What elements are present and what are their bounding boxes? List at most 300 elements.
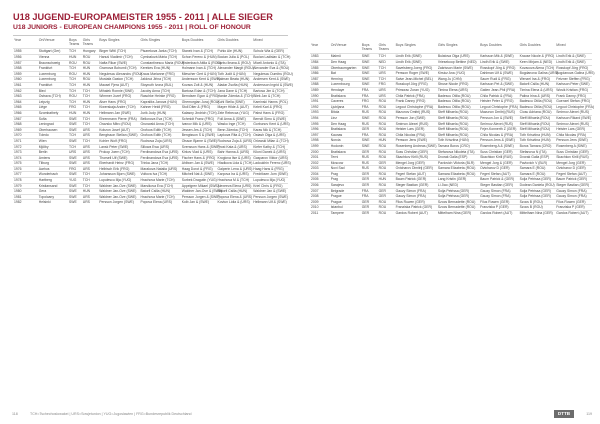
table-cell: 1986 (311, 71, 319, 76)
table-cell: TCH (69, 66, 76, 71)
table-cell: Ovtcharov Dimitrij (GER) (395, 166, 433, 171)
table-cell: TCH (82, 183, 90, 188)
table-cell: 1957 (14, 60, 22, 65)
table-cell: Kerekes Eva (HUN) (140, 66, 171, 71)
table-cell: Linz (330, 115, 337, 120)
table-cell: Lindh Erik & (SWE) (556, 60, 586, 64)
page-subtitle: U18 JUNIORS - EUROPEAN CHAMPIONS 1955 - 2011 | ROLL OF HONOUR (13, 24, 251, 31)
table-cell: Negulescu Dumitru (ROU) (253, 71, 293, 76)
table-cell: Smirnov Alexei (RUS) (395, 121, 429, 126)
table-cell: Nafta Rikar (SWE) (99, 60, 128, 65)
table-cell: Bahr Hanna & (URS) (217, 150, 250, 155)
table-cell: SWE (69, 172, 77, 177)
table-cell: Grofova Edith (TCH) (140, 127, 172, 132)
table-cell: Gauzy Simon (FRA) (480, 188, 511, 193)
table-cell: Johansson Bjorn (SWE) (99, 172, 136, 177)
table-cell: SWE (361, 60, 370, 64)
table-cell: Lupulescu Ilija (YUG) (99, 178, 132, 183)
table-cell: 1981 (14, 194, 22, 199)
table-row (13, 110, 288, 116)
table-cell: ROU (378, 155, 387, 160)
table-cell: Miescher Gert & (HUN) (181, 71, 217, 76)
table-cell: Marakova Natalia (URS) (140, 166, 178, 171)
table-cell: Jacoby Anna (TCH) (140, 88, 171, 93)
table-cell: ROU (378, 110, 387, 115)
logo: DTTB (554, 410, 574, 418)
results-table-right (310, 41, 595, 216)
table-cell: Mittelham Nina (GER) (519, 211, 553, 216)
table-cell: Ivanov Mik & (URS) (181, 122, 212, 127)
table-cell: 1973 (14, 150, 22, 155)
table-cell: Zakrisson Marie (SWE) (437, 65, 473, 70)
table-cell: Bocian Julia & (POL) (217, 55, 249, 59)
table-cell: Cymbalová Mária (TCH) (140, 55, 178, 59)
table-cell: ROU (378, 205, 387, 210)
table-cell: Karlsson Rikard (SWE) (556, 115, 592, 120)
table-cell: GER (361, 183, 370, 188)
table-cell: Lindh Erik (SWE) (395, 54, 422, 59)
table-cell: SWE (69, 138, 77, 143)
table-cell: Gorbunov Kent & (URS) (253, 122, 290, 127)
table-cell: 1976 (14, 166, 22, 171)
table-cell: Tamara Boros (CRO) (437, 143, 470, 148)
table-cell: SWE (69, 194, 77, 199)
table-cell: Frankfurt (38, 82, 53, 87)
table-cell: Alexeeva Elena (URS) (217, 183, 252, 188)
table-cell: Steff Mihaela (ROU) (437, 127, 469, 132)
table-cell: Heister Lars (GER) (556, 127, 586, 132)
table-row (310, 65, 592, 71)
table-cell: ROU (82, 60, 91, 65)
table-cell: Legout Christophe (FRA) (556, 104, 594, 109)
table-cell: FRG (69, 166, 77, 171)
table-cell: URS (82, 150, 90, 155)
table-cell: Stoll Diter & (FRG) (181, 105, 211, 110)
table-cell: HUN (82, 189, 91, 194)
table-cell: Steff Mihaela (ROU) (437, 121, 469, 126)
table-cell: Sauer Rudi & (FRG) (480, 76, 511, 81)
table-cell: Luxembourg (330, 82, 350, 87)
table-cell: Krause Nicole & (FRG) (519, 54, 555, 59)
table-cell: Rosskopf Jörg & (FRG) (480, 65, 516, 70)
table-cell: Frank Danny (FRG) (395, 99, 426, 104)
table-cell: Mausel Fjera (AUT) (99, 82, 129, 87)
table-cell: TCH (378, 76, 386, 81)
table-cell: TCH (82, 88, 90, 93)
table-cell: Helsinki (38, 200, 51, 205)
table-cell: Guenzel Stefan (FRG) (556, 99, 591, 104)
table-cell: Lindh Erik & (SWE) (480, 60, 510, 64)
table-cell: Luxemburg (38, 71, 56, 76)
table-cell: Savelsberg Joerg (FRG) (395, 65, 433, 70)
table-cell: Skachkov Kirill (RUS) (556, 155, 589, 160)
table-cell: YUG (69, 178, 77, 183)
table-row (310, 211, 592, 216)
column-header: Boys Doubles (480, 43, 502, 47)
table-cell: Marsikova Eva (TCH) (140, 183, 173, 188)
table-cell: Gardos Robert (AUT) (395, 211, 428, 216)
table-cell: Orlowski Milan & (TCH) (253, 138, 289, 143)
table-cell: Lang Kristin (GER) (437, 177, 467, 182)
table-cell: Bellonova Eva (TCH) (140, 116, 173, 121)
table-cell: Franziska P (GER) (480, 205, 509, 210)
table-cell: Szombathely (38, 110, 59, 115)
column-header: Year (311, 43, 319, 47)
column-header: Boys Teams (69, 38, 80, 47)
table-cell: Fegerl Stefan (AUT) (395, 171, 426, 176)
table-cell: Steger Bastian (GER) (395, 183, 429, 188)
table-cell: Bocian Ladislav & (TCH) (253, 55, 291, 59)
table-cell: Rosenberg A (SWE) (556, 143, 587, 148)
table-cell: URS (378, 87, 386, 92)
table-cell: ROU (69, 94, 77, 99)
table-cell: Batorfi Csilla (HUN) (140, 189, 171, 194)
table-cell: HUN (69, 55, 77, 59)
table-cell: Fredriksen Jorn (SWE) (253, 172, 288, 177)
table-cell: Prag (330, 177, 338, 182)
table-cell: 1996 (311, 127, 319, 132)
table-cell: Dahlman Ulf & (SWE) (480, 71, 513, 76)
table-cell: TCH (82, 178, 90, 183)
table-cell: URS (82, 144, 90, 149)
table-cell: Malmö (330, 54, 341, 59)
table-cell: Hladkova Lida & (TCH) (217, 161, 253, 166)
table-cell: 1960 (14, 77, 22, 82)
table-cell: Mittelham Nina (GER) (437, 211, 472, 216)
table-cell: Toth Krisztina (HUN) (519, 132, 551, 137)
table-cell: Bulatova Olga (URS) (437, 54, 470, 59)
table-cell: TCH (69, 82, 76, 87)
table-cell: GER (378, 194, 387, 199)
table-cell: ROU (378, 171, 387, 176)
table-cell: SWE (69, 189, 77, 194)
table-cell: Karlsson Pet & (SWE) (480, 82, 514, 87)
table-cell: HUN (82, 99, 91, 104)
table-cell: Terni (330, 155, 339, 160)
table-cell: Badescu Otilia (ROU) (437, 93, 471, 98)
table-cell: Steff Mihaela (ROU) (437, 110, 469, 115)
table-row (13, 172, 288, 178)
table-cell: Popova Elena (URS) (140, 200, 172, 205)
column-header: Girls Teams (378, 43, 389, 52)
table-cell: Sofia (38, 116, 47, 121)
table-cell: Jaklová Jirina (TCH) (140, 77, 172, 82)
table-cell: Alser Hans (FRG) (99, 99, 127, 104)
table-cell: Solja Petrissa (GER) (519, 194, 551, 199)
table-cell: ROU (378, 99, 387, 104)
table-cell: Fetzner Steffen (FRG) (556, 76, 590, 81)
table-cell: TCH (82, 94, 90, 99)
table-cell: SWE (361, 115, 370, 120)
table-cell: URS (82, 155, 90, 160)
table-cell: TCH (378, 54, 386, 59)
table-cell: 2007 (311, 188, 319, 193)
table-cell: Ostash Olga & (URS) (253, 133, 286, 138)
table-cell: Norcia (330, 138, 341, 143)
table-header (310, 41, 592, 54)
table-cell: Smirnov Alexei (RUS) (556, 110, 590, 115)
table-cell: FRA (361, 132, 369, 137)
table-cell: Hendaye (330, 87, 345, 92)
table-cell: Braunschweig (38, 60, 61, 65)
table-cell: 1958 (14, 66, 22, 71)
table-cell: Gera (38, 189, 47, 194)
table-cell: ROU (378, 166, 387, 171)
table-cell: RUS (361, 121, 369, 126)
table-cell: Kahner Heidi (FRG) (140, 105, 171, 110)
table-cell: Toledo (38, 133, 49, 138)
table-cell: Kohler Wolf (FRG) (99, 138, 128, 143)
table-cell: SWE (361, 82, 370, 87)
right-page (300, 0, 600, 424)
table-cell: Gauzy Simon (FRA) (556, 194, 587, 199)
table-cell: 1989 (311, 87, 319, 92)
table-cell: SWE (69, 183, 77, 188)
table-cell: Jessen Jes & (TCH) (181, 127, 213, 132)
table-cell: SWE (69, 155, 77, 160)
table-cell: Appelgren Mikael (SWE) (181, 183, 219, 188)
column-header: Boys Singles (99, 38, 120, 42)
table-cell: Foll Anna & (SWE) (217, 116, 246, 121)
table-cell: NED (378, 60, 386, 64)
table-cell: Steff Mihaela (ROU) (437, 132, 469, 137)
table-cell: Persson Jon & (SWE) (480, 115, 514, 120)
table-cell: Ferdinandova Eva (URS) (140, 155, 179, 160)
table-cell: Rosenberg Andreas (SWE) (395, 143, 437, 148)
table-cell: Hellmann Jan (SWE) (99, 110, 131, 115)
table-cell: Andersen Kent & (SWE) (253, 77, 290, 82)
table-cell: ROU (378, 104, 387, 109)
table-cell: TCH (69, 49, 76, 54)
table-cell: 1963 (14, 94, 22, 99)
table-cell: 1999 (311, 143, 319, 148)
table-cell: Solja Petrissa (GER) (519, 188, 551, 193)
table-cell: GER (378, 188, 387, 193)
table-cell: 2009 (311, 199, 319, 204)
table-cell: Andersson Kent & (SWE) (181, 77, 221, 82)
table-cell: Ladoukhin Ferenc (URS) (253, 161, 291, 166)
table-cell: 1969 (14, 127, 22, 132)
table-cell: Toth Krisztina (HUN) (437, 138, 469, 143)
table-cell: Hellrisch Erik (FRG) (99, 166, 130, 171)
table-cell: Herning (330, 76, 343, 81)
table-cell: Karlsson Mik & (SWE) (480, 54, 514, 59)
table-cell: Mitchell Nat & (SWE) (181, 172, 214, 177)
table-row (13, 94, 288, 100)
table-cell: 1994 (311, 115, 319, 120)
table-cell: HUN (82, 66, 91, 71)
table-cell: Legout Christophe (FRA) (395, 104, 434, 109)
table-cell: Hrachova M & (TCH) (217, 178, 250, 183)
table-cell: Kaunas (330, 132, 343, 137)
table-cell: 1982 (14, 200, 22, 205)
table-cell: Schmidt Franz (FRG) (181, 116, 214, 121)
table-cell: Andersson Ingrid & (SWE) (253, 82, 294, 87)
table-header (13, 36, 288, 49)
table-cell: Popova Elena & (URS) (217, 194, 253, 199)
table-cell: Badescu Otilia (ROU) (437, 104, 471, 109)
table-cell: 2003 (311, 166, 319, 171)
table-cell: SWE (361, 138, 370, 143)
table-cell: URS (82, 127, 90, 132)
table-cell: 1983 (311, 54, 319, 59)
table-cell: Stefanova N (ITA) (519, 149, 547, 154)
table-cell: Steff Mihaela (ROU) (519, 121, 551, 126)
table-cell: Berndt Simo & (SWE) (253, 116, 287, 121)
table-cell: Gauzy Simon (FRA) (556, 188, 587, 193)
column-header: Mixed (556, 43, 566, 47)
table-cell: Szocs B (ROU) (519, 199, 543, 204)
table-cell: Struse Nicole (FRG) (437, 82, 469, 87)
table-cell: 1972 (14, 144, 22, 149)
table-cell: Fejer-Konnerth Z (GER) (480, 127, 517, 132)
table-cell: Dvorak Galia (ESP) (519, 155, 550, 160)
table-cell: Suss Christian (GER) (556, 149, 589, 154)
table-cell: SWE (69, 116, 77, 121)
table-cell: Puhlo Ale (HUN) (217, 49, 243, 54)
column-header: Boys Doubles (181, 38, 204, 42)
table-cell: TCH (82, 122, 90, 127)
table-cell: ROU (378, 199, 387, 204)
table-cell: Persson Jens (SWE) (556, 138, 588, 143)
table-cell: Kriel Chris & (FRG) (253, 183, 283, 188)
table-cell: Chila Patrick & (FRA) (480, 93, 513, 98)
table-cell: Waldner Jan-Ove (SWE) (99, 183, 137, 188)
table-cell: Zele Rebecca (YUG) (217, 110, 249, 115)
table-cell: TCH (82, 138, 90, 143)
table-cell: Steff Mihaela (ROU) (437, 115, 469, 120)
table-cell: Wosik Kristian (FRG) (556, 87, 589, 92)
table-cell: Kalman Beata (HUN) (217, 77, 250, 82)
table-cell: FRA (361, 194, 369, 199)
table-cell: Gauzy Simon (FRA) (395, 188, 426, 193)
table-cell: Pavlovich V (BLR) (519, 160, 548, 165)
table-cell: Gatien Jean-Phil (FRA) (480, 87, 516, 92)
table-cell: Samara Elizabeta (ROU) (437, 171, 476, 176)
table-row (13, 60, 288, 66)
table-cell: URS (82, 161, 90, 166)
table-cell: Hellmann Ulf & (SWE) (253, 200, 287, 205)
table-cell: Leipzig (38, 99, 50, 104)
table-cell: Ljubljana (330, 104, 345, 109)
table-cell: Schulz Wia & (GER) (253, 49, 284, 54)
table-cell: Den Haag (330, 121, 347, 126)
table-cell: HUN (82, 110, 91, 115)
table-cell: Dodean Daniela (ROU) (519, 183, 555, 188)
table-cell: Vienna (38, 55, 50, 59)
table-cell: Topolcany (38, 194, 55, 199)
table-cell: RUS (361, 160, 369, 165)
table-cell: SWE (361, 65, 370, 70)
table-cell: Karas Nik & (TCH) (253, 127, 282, 132)
table-cell: Chila Nicolas (FRA) (556, 132, 587, 137)
table-cell: URS (82, 133, 90, 138)
table-cell: Alexander Margit (ROU) (217, 66, 254, 71)
table-cell: RUS (361, 110, 369, 115)
table-cell: Mustafa Gaston (TCH) (99, 77, 134, 82)
table-cell: HUN (378, 138, 387, 143)
table-cell: Gauzy Simon (FRA) (395, 194, 426, 199)
table-cell: Gauzy Simon (FRA) (480, 194, 511, 199)
table-cell: 1979 (14, 183, 22, 188)
table-cell: Kovacs Zolt & (HUN) (181, 82, 214, 87)
table-cell: ROU (378, 143, 387, 148)
table-cell: Berlin (38, 150, 48, 155)
table-cell: Kuhl Stella (SWE) (217, 99, 245, 104)
table-cell: Mazunov Dmitrij (RUS) (480, 110, 515, 115)
table-cell: Badescu Otilia (ROU) (519, 104, 553, 109)
table-cell: Mengel Jorg & (GER) (480, 160, 513, 165)
table-cell: Dvorak Galia (ESP) (437, 155, 468, 160)
table-cell: Bratislava (330, 149, 346, 154)
table-cell: Steff Mihaela (ROU) (519, 127, 551, 132)
table-cell: Chila Nicolas & (FRA) (480, 132, 514, 137)
table-cell: ROU (378, 121, 387, 126)
table-cell: FRA (361, 104, 369, 109)
table-cell: Bilek Jan & (TCH) (253, 94, 281, 99)
table-cell: Waldner Jan & (SWE) (253, 189, 287, 194)
table-cell: ROU (378, 211, 387, 216)
table-cell: Birger Wittl (TCH) (99, 49, 126, 54)
table-cell: Rudnova Zoja & (URS) (217, 138, 253, 143)
table-cell: HUN (82, 71, 91, 76)
table-cell: 1956 (14, 55, 22, 59)
table-cell: Galperin Lena & (URS) (217, 166, 253, 171)
table-cell: 1993 (311, 110, 319, 115)
table-cell: Bartosa Edan & (TCH) (181, 88, 216, 93)
table-cell: Miceli Antonio & (ITA) (253, 60, 286, 65)
table-cell: Smirnov Alexei (RUS) (556, 121, 590, 126)
table-cell: Hrachova Marie (TCH) (140, 194, 175, 199)
table-row (13, 127, 288, 133)
table-cell: Haag Hans & (FRG) (253, 166, 284, 171)
table-cell: 1991 (311, 99, 319, 104)
table-cell: Wimmer Jozef (FRG) (99, 94, 132, 99)
table-cell: Boros Tamara (CRO) (519, 143, 552, 148)
table-cell: Solja Petrissa (GER) (519, 177, 551, 182)
table-cell: Waldner Jan-Ove & (SWE) (181, 189, 223, 194)
table-cell: URS (378, 93, 386, 98)
table-row (13, 200, 288, 205)
table-cell: Timina Elena & (URS) (519, 87, 553, 92)
table-cell: 1966 (14, 110, 22, 115)
table-cell: Franziska P (GER) (556, 205, 585, 210)
column-header: Girls Doubles (519, 43, 541, 47)
table-cell: GER (361, 211, 370, 216)
table-cell: Ristenbach Attila & (ROU) (181, 60, 221, 65)
table-cell: Svensson Hans & (SWE) (181, 144, 220, 149)
table-cell: Baum Patrick (GER) (556, 177, 587, 182)
table-cell: Hanke Zdenka & (TCH) (217, 94, 253, 99)
table-cell: ROU (378, 132, 387, 137)
table-cell: Kristiansand (38, 183, 58, 188)
table-cell: 1961 (14, 82, 22, 87)
table-cell: 1967 (14, 116, 22, 121)
table-cell: Badescu Otilia (ROU) (519, 99, 553, 104)
table-cell: Ciosu Adriana (ROU) (519, 110, 552, 115)
table-cell: Istanbul (330, 205, 343, 210)
table-cell: 2006 (311, 183, 319, 188)
table-cell: 2004 (311, 171, 319, 176)
table-cell: ROU (378, 127, 387, 132)
table-cell: Ostrava (TCH) (38, 94, 61, 99)
table-cell: Oberhausen (38, 127, 58, 132)
table-cell: SWE (69, 200, 77, 205)
footnote: TCH=Tschechoslowakei | URS=Sowjetunion | YUG=Jugoslawien | FRG=Bundesrepublik Deutschland (30, 411, 192, 416)
table-cell: Solja Petrissa (GER) (437, 188, 470, 193)
table-cell: Moscow (330, 160, 344, 165)
table-cell: Filus Ruwen (GER) (480, 199, 510, 204)
